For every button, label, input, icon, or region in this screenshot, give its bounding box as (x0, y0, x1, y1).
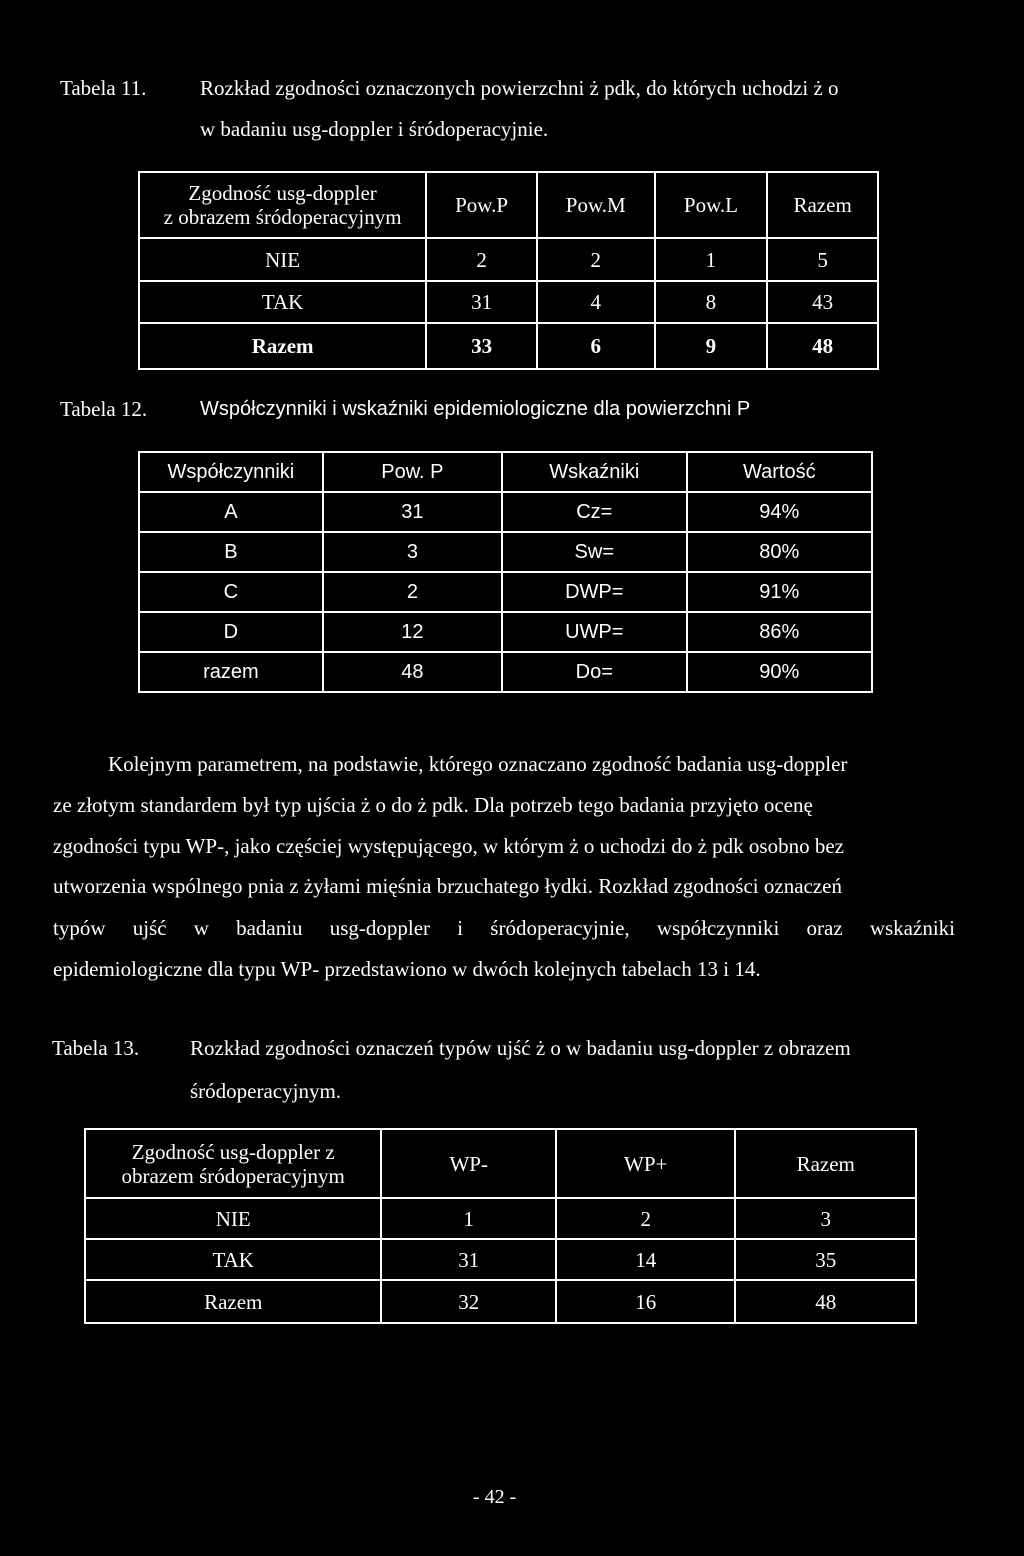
table-cell: NIE (85, 1198, 381, 1239)
word: współczynniki (656, 916, 780, 940)
word: i (457, 916, 464, 940)
table-cell: 35 (735, 1239, 916, 1280)
paragraph-line-6: epidemiologiczne dla typu WP- przedstawiono w dwóch kolejnych tabelach 13 i 14. (53, 957, 761, 981)
table11-title-line1: Rozkład zgodności oznaczonych powierzchni ż pdk, do których uchodzi ż o (200, 76, 839, 100)
table-cell: B (139, 532, 323, 572)
word: badaniu (236, 916, 303, 940)
table12-label: Tabela 12. (60, 397, 148, 421)
table-cell: 1 (655, 238, 768, 281)
table-cell: 2 (556, 1198, 736, 1239)
table-row (85, 1280, 916, 1323)
table13-title-line2: śródoperacyjnym. (190, 1079, 342, 1103)
word: usg-doppler (329, 916, 431, 940)
table11-header-cell: Razem (767, 172, 878, 238)
table-cell: Razem (139, 323, 426, 369)
table12-title: Współczynniki i wskaźniki epidemiologiczne dla powierzchni P (200, 398, 751, 420)
table-row (139, 572, 872, 612)
table-row (139, 612, 872, 652)
table-cell: 94% (687, 492, 872, 532)
table-cell: 5 (767, 238, 878, 281)
table11-header-cell: Pow.P (426, 172, 537, 238)
table-cell: 9 (655, 323, 768, 369)
word: w (193, 916, 209, 940)
paragraph-line-3: zgodności typu WP-, jako częściej występującego, w którym ż o uchodzi do ż pdk osobno bez (53, 834, 844, 858)
table-cell: D (139, 612, 323, 652)
paragraph-line-2: ze złotym standardem był typ ujścia ż o do ż pdk. Dla potrzeb tego badania przyjęto ocenę (53, 793, 813, 817)
table-cell: DWP= (502, 572, 687, 612)
table-cell: Cz= (502, 492, 687, 532)
table12-header-row (139, 452, 872, 492)
table-cell: 16 (556, 1280, 736, 1323)
table-cell: 90% (687, 652, 872, 692)
table-cell: 4 (537, 281, 655, 323)
table-cell: 6 (537, 323, 655, 369)
table-row (85, 1239, 916, 1280)
table-row (85, 1198, 916, 1239)
table11 (138, 171, 879, 370)
table11-title-line2: w badaniu usg-doppler i śródoperacyjnie. (200, 117, 549, 141)
table11-header-cell: Pow.L (655, 172, 768, 238)
table12-header-cell: Wskaźniki (502, 452, 687, 492)
table-cell: 91% (687, 572, 872, 612)
table12-header-cell: Współczynniki (139, 452, 323, 492)
table-cell: 8 (655, 281, 768, 323)
table-row (139, 652, 872, 692)
table13-header-cell: WP+ (556, 1129, 736, 1198)
table-cell: A (139, 492, 323, 532)
table11-header-cell: Zgodność usg-doppler z obrazem śródoperacyjnym (139, 172, 426, 238)
table-cell: 2 (323, 572, 502, 612)
table13-header-cell: Zgodność usg-doppler z obrazem śródoperacyjnym (85, 1129, 381, 1198)
table-cell: 1 (381, 1198, 556, 1239)
table-cell: 14 (556, 1239, 736, 1280)
table-row (139, 281, 878, 323)
table-cell: razem (139, 652, 323, 692)
table-cell: C (139, 572, 323, 612)
table-cell: Sw= (502, 532, 687, 572)
table-cell: 2 (537, 238, 655, 281)
table-total-row (139, 323, 878, 369)
table-cell: 86% (687, 612, 872, 652)
table-cell: 48 (323, 652, 502, 692)
table-cell: UWP= (502, 612, 687, 652)
table-cell: 31 (426, 281, 537, 323)
page-number: - 42 - (473, 1486, 517, 1508)
table13-label: Tabela 13. (52, 1036, 140, 1060)
paragraph-line-4: utworzenia wspólnego pnia z żyłami mięśnia brzuchatego łydki. Rozkład zgodności oznaczeń (53, 874, 842, 898)
table-cell: 48 (735, 1280, 916, 1323)
table-cell: 3 (323, 532, 502, 572)
table-row (139, 532, 872, 572)
table13-header-row (85, 1129, 916, 1198)
table-cell: NIE (139, 238, 426, 281)
word: śródoperacyjnie, (490, 916, 630, 940)
table12 (138, 451, 873, 693)
table11-header-cell: Pow.M (537, 172, 655, 238)
table11-label: Tabela 11. (60, 76, 147, 100)
table13-header-cell: WP- (381, 1129, 556, 1198)
table12-header-cell: Pow. P (323, 452, 502, 492)
table-cell: Razem (85, 1280, 381, 1323)
table-row (139, 492, 872, 532)
table-cell: 31 (381, 1239, 556, 1280)
table13-header-cell: Razem (735, 1129, 916, 1198)
table-cell: 48 (767, 323, 878, 369)
table-cell: TAK (139, 281, 426, 323)
paragraph-line-1: Kolejnym parametrem, na podstawie, którego oznaczano zgodność badania usg-doppler (108, 752, 848, 776)
word: wskaźniki (869, 916, 955, 940)
table-cell: 3 (735, 1198, 916, 1239)
table-cell: 31 (323, 492, 502, 532)
table-row (139, 238, 878, 281)
word: ujść (132, 916, 167, 940)
table13-title-line1: Rozkład zgodności oznaczeń typów ujść ż o w badaniu usg-doppler z obrazem (190, 1036, 851, 1060)
paragraph-line-5 (53, 916, 955, 941)
table-cell: 33 (426, 323, 537, 369)
table-cell: 32 (381, 1280, 556, 1323)
table-cell: 43 (767, 281, 878, 323)
table11-header-row (139, 172, 878, 238)
word: typów (53, 916, 106, 940)
word: oraz (806, 916, 843, 940)
table-cell: Do= (502, 652, 687, 692)
table-cell: TAK (85, 1239, 381, 1280)
table13 (84, 1128, 917, 1324)
table12-header-cell: Wartość (687, 452, 872, 492)
table-cell: 2 (426, 238, 537, 281)
table-cell: 80% (687, 532, 872, 572)
table-cell: 12 (323, 612, 502, 652)
